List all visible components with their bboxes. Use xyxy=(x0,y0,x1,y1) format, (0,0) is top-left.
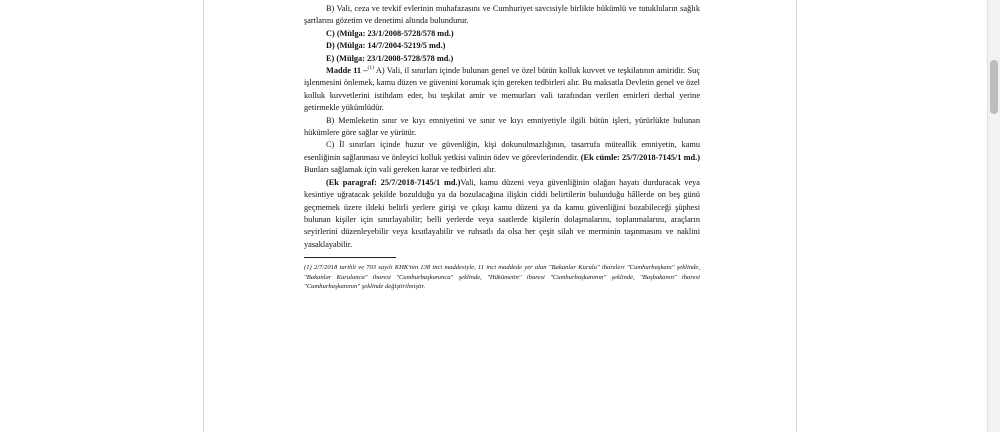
footnote-separator xyxy=(304,257,396,258)
article-11-label: Madde 11 – xyxy=(326,66,368,76)
item-c-repealed: C) (Mülga: 23/1/2008-5728/578 md.) xyxy=(326,28,454,38)
item-e-repealed: E) (Mülga: 23/1/2008-5728/578 md.) xyxy=(326,53,454,63)
additional-paragraph: (Ek paragraf: 25/7/2018-7145/1 md.)Vali, kamu düzeni veya güvenliğinin olağan hayatı durduracak veya kesintiye uğratacak şekilde bozulduğu ya da bozulacağına ilişkin ciddi belirtilerin bulunduğu hâllerde on beş günü geçmemek üzere ildeki belirli yerlere girişi ve çıkışı kamu düzeni ya da kamu güvenliğini bozabileceği şüphesi bulunan kişiler için sınırlayabilir; belli yerlerde veya saatlerde kişilerin dolaşmalarını, toplanmalarını, araçların seyirlerini düzenleyebilir veya kısıtlayabilir ve ruhsatlı da olsa her çeşit silah ve merminin taşınmasını ve naklini yasaklayabilir. xyxy=(304,177,700,249)
footnote-ref[interactable]: (1) xyxy=(367,65,374,72)
article-11-a xyxy=(304,65,700,115)
right-gutter xyxy=(796,0,988,432)
paragraph-b-prisons: B) Vali, ceza ve tevkif evlerinin muhafazasını ve Cumhuriyet savcısiyle birlikte hükümlü ve tutukluların sağlık şartlarını gözetim ve denetimi altında bulundurur. xyxy=(304,4,700,26)
article-11-b: B) Memleketin sınır ve kıyı emniyetini ve sınır ve kıyı emniyetiyle ilgili bütün işleri, yürürlükte bulunan hükümlere göre sağlar ve yürütür. xyxy=(304,115,700,138)
scrollbar-thumb[interactable] xyxy=(990,60,998,114)
item-d-repealed: D) (Mülga: 14/7/2004-5219/5 md.) xyxy=(326,41,446,51)
article-11-a-text: A) Vali, il sınırları içinde bulunan genel ve özel bütün kolluk kuvvet ve teşkilatının amiridir. Suç işlenmesini önlemek, kamu düzen ve güvenini korumak için gereken tedbirleri alır. Bu maksatla Devletin genel ve özel kolluk kuvvetlerini istihdam eder, bu teşkilat amir ve memurları vali tarafından verilen emirleri derhal yerine getirmekle yükümlüdür. xyxy=(304,66,701,113)
footnote: (1) 2/7/2018 tarihli ve 703 sayılı KHK'nin 138 inci maddesiyle, 11 inci maddede yer alan "Bakanlar Kurulu" ibareleri "Cumhurbaşkanı" şeklinde, "Bakanlar Kurulunca" ibaresi "Cumhurbaşkanınca" şeklinde, "Hükümetin" ibaresi "Cumhurbaşkanının" şeklinde, "Başbakanın" ibaresi "Cumhurbaşkanının" şeklinde değiştirilmiştir. xyxy=(304,264,700,291)
vertical-scrollbar[interactable] xyxy=(987,0,1000,432)
document-page xyxy=(204,0,796,432)
page-content xyxy=(304,0,700,292)
left-gutter xyxy=(0,0,204,432)
partial-top-line-wrap xyxy=(304,0,700,3)
article-11-c: C) İl sınırları içinde huzur ve güvenliğin, kişi dokunulmazlığının, tasarrufa müteallik emniyetin, kamu esenliğinin sağlanması ve önleyici kolluk yetkisi valinin ödev ve görevlerindendir. (Ek cümle: 25/7/2018-7145/1 md.) Bunları sağlamak için vali gereken karar ve tedbirleri alır. xyxy=(304,140,700,175)
amendment-note: (Ek cümle: 25/7/2018-7145/1 md.) xyxy=(580,152,700,162)
additional-paragraph-note: (Ek paragraf: 25/7/2018-7145/1 md.) xyxy=(326,177,461,187)
